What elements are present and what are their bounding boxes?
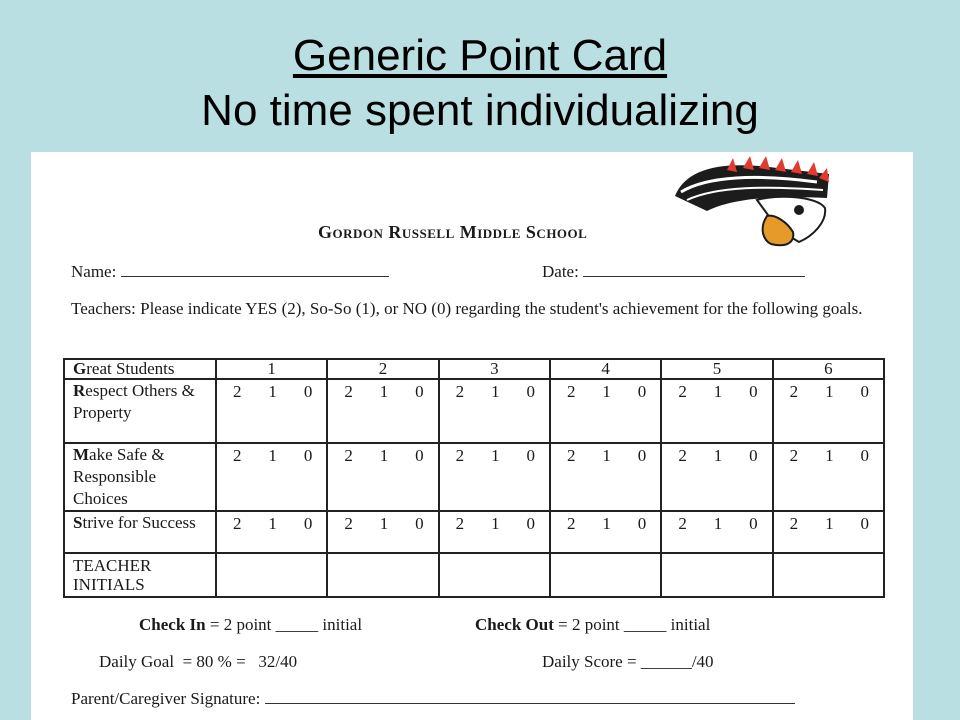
rating-value: 0 bbox=[749, 514, 758, 533]
rating-value: 1 bbox=[268, 446, 277, 465]
initials-cell bbox=[216, 553, 327, 597]
rating-value: 0 bbox=[749, 382, 758, 401]
initials-cell bbox=[661, 553, 772, 597]
check-in-label: Check In bbox=[139, 615, 206, 634]
rating-cell bbox=[439, 379, 550, 443]
rating-value: 2 bbox=[344, 382, 353, 401]
rating-cell bbox=[216, 379, 327, 443]
name-field bbox=[71, 262, 389, 282]
school-name: Gordon Russell Middle School bbox=[318, 222, 588, 242]
rating-value: 2 bbox=[233, 514, 242, 533]
rating-value: 1 bbox=[602, 514, 611, 533]
rating-value: 1 bbox=[268, 514, 277, 533]
rating-value: 1 bbox=[491, 514, 500, 533]
rating-value: 1 bbox=[379, 446, 389, 465]
rating-cell bbox=[216, 511, 327, 553]
check-out-text: = 2 point _____ initial bbox=[558, 615, 711, 634]
rating-value: 0 bbox=[860, 446, 869, 465]
name-label: Name: bbox=[71, 262, 117, 281]
rating-value: 2 bbox=[455, 382, 465, 401]
rating-value: 1 bbox=[379, 514, 389, 533]
rating-cell bbox=[550, 443, 661, 511]
point-card-image bbox=[31, 152, 913, 720]
rating-cell bbox=[439, 443, 550, 511]
initials-cell bbox=[439, 553, 550, 597]
date-field bbox=[542, 262, 805, 282]
rating-value: 0 bbox=[415, 446, 424, 465]
name-blank bbox=[121, 262, 389, 277]
rating-value: 0 bbox=[526, 446, 535, 465]
rating-cell bbox=[216, 443, 327, 511]
initials-cell bbox=[550, 553, 661, 597]
daily-score: Daily Score = ______/40 bbox=[542, 652, 714, 671]
rating-value: 2 bbox=[455, 446, 465, 465]
rating-value: 0 bbox=[637, 446, 647, 465]
table-row bbox=[64, 511, 884, 553]
signature-line bbox=[71, 689, 795, 709]
rating-value: 0 bbox=[526, 514, 535, 533]
rating-value: 2 bbox=[789, 514, 799, 533]
rating-cell bbox=[327, 379, 438, 443]
rating-cell bbox=[661, 511, 772, 553]
rating-value: 0 bbox=[303, 382, 313, 401]
period-header: 1 bbox=[216, 359, 327, 379]
daily-goal: Daily Goal = 80 % = 32/40 bbox=[99, 652, 298, 671]
rating-value: 2 bbox=[566, 514, 576, 533]
rating-value: 2 bbox=[566, 382, 576, 401]
table-header-row bbox=[64, 359, 884, 379]
rating-value: 0 bbox=[860, 514, 869, 533]
rating-value: 2 bbox=[233, 446, 242, 465]
check-out-line bbox=[475, 615, 710, 635]
rating-value: 0 bbox=[637, 514, 647, 533]
rating-value: 2 bbox=[344, 446, 353, 465]
rating-value: 1 bbox=[713, 446, 723, 465]
rating-value: 1 bbox=[713, 514, 723, 533]
rating-value: 0 bbox=[749, 446, 758, 465]
rating-value: 1 bbox=[602, 382, 611, 401]
rating-value: 2 bbox=[789, 382, 799, 401]
instructions: Teachers: Please indicate YES (2), So-So (1), or NO (0) regarding the student's achievement for the following goals. bbox=[71, 299, 863, 318]
check-out-label: Check Out bbox=[475, 615, 554, 634]
rating-value: 1 bbox=[825, 514, 834, 533]
rating-cell bbox=[773, 379, 884, 443]
table-row bbox=[64, 379, 884, 443]
rating-value: 2 bbox=[455, 514, 465, 533]
rating-value: 2 bbox=[678, 514, 687, 533]
rating-value: 2 bbox=[566, 446, 576, 465]
goals-table bbox=[63, 358, 885, 598]
rating-value: 0 bbox=[303, 514, 313, 533]
rating-value: 1 bbox=[491, 382, 500, 401]
teacher-initials-row bbox=[64, 553, 884, 597]
rating-value: 0 bbox=[860, 382, 869, 401]
rating-value: 1 bbox=[602, 446, 611, 465]
rating-cell bbox=[773, 443, 884, 511]
goal-column-header: Great Students bbox=[64, 359, 216, 379]
rating-value: 1 bbox=[825, 446, 834, 465]
rating-value: 2 bbox=[233, 382, 242, 401]
rating-cell bbox=[550, 379, 661, 443]
period-header: 5 bbox=[661, 359, 772, 379]
rating-cell bbox=[439, 511, 550, 553]
rating-value: 0 bbox=[415, 382, 424, 401]
period-header: 4 bbox=[550, 359, 661, 379]
initials-cell bbox=[773, 553, 884, 597]
signature-label: Parent/Caregiver Signature: bbox=[71, 689, 261, 708]
slide-title bbox=[0, 30, 960, 138]
rating-cell bbox=[773, 511, 884, 553]
period-header: 2 bbox=[327, 359, 438, 379]
rating-value: 1 bbox=[491, 446, 500, 465]
period-header: 6 bbox=[773, 359, 884, 379]
rating-value: 1 bbox=[713, 382, 723, 401]
signature-blank bbox=[265, 689, 795, 704]
date-label: Date: bbox=[542, 262, 579, 281]
rating-value: 0 bbox=[526, 382, 535, 401]
rating-value: 2 bbox=[678, 446, 687, 465]
rating-value: 0 bbox=[303, 446, 313, 465]
date-blank bbox=[583, 262, 805, 277]
rating-cell bbox=[661, 443, 772, 511]
check-in-text: = 2 point _____ initial bbox=[209, 615, 363, 634]
rating-value: 0 bbox=[415, 514, 424, 533]
initials-cell bbox=[327, 553, 438, 597]
rating-value: 1 bbox=[268, 382, 277, 401]
rating-value: 2 bbox=[678, 382, 687, 401]
goal-label: Make Safe & Responsible Choices bbox=[64, 443, 216, 511]
eagle-mascot-icon bbox=[667, 156, 837, 248]
teacher-initials-label: TEACHER INITIALS bbox=[64, 553, 216, 597]
rating-value: 1 bbox=[825, 382, 834, 401]
rating-value: 2 bbox=[789, 446, 799, 465]
goal-label: Respect Others & Property bbox=[64, 379, 216, 443]
rating-value: 2 bbox=[344, 514, 353, 533]
slide-title-line-2: No time spent individualizing bbox=[201, 86, 759, 135]
rating-cell bbox=[327, 443, 438, 511]
rating-value: 0 bbox=[637, 382, 647, 401]
slide-title-line-1: Generic Point Card bbox=[292, 31, 668, 80]
rating-cell bbox=[327, 511, 438, 553]
rating-value: 1 bbox=[379, 382, 389, 401]
rating-cell bbox=[661, 379, 772, 443]
period-header: 3 bbox=[439, 359, 550, 379]
goal-label: Strive for Success bbox=[64, 511, 216, 553]
rating-cell bbox=[550, 511, 661, 553]
check-in-line bbox=[139, 615, 362, 635]
table-row bbox=[64, 443, 884, 511]
